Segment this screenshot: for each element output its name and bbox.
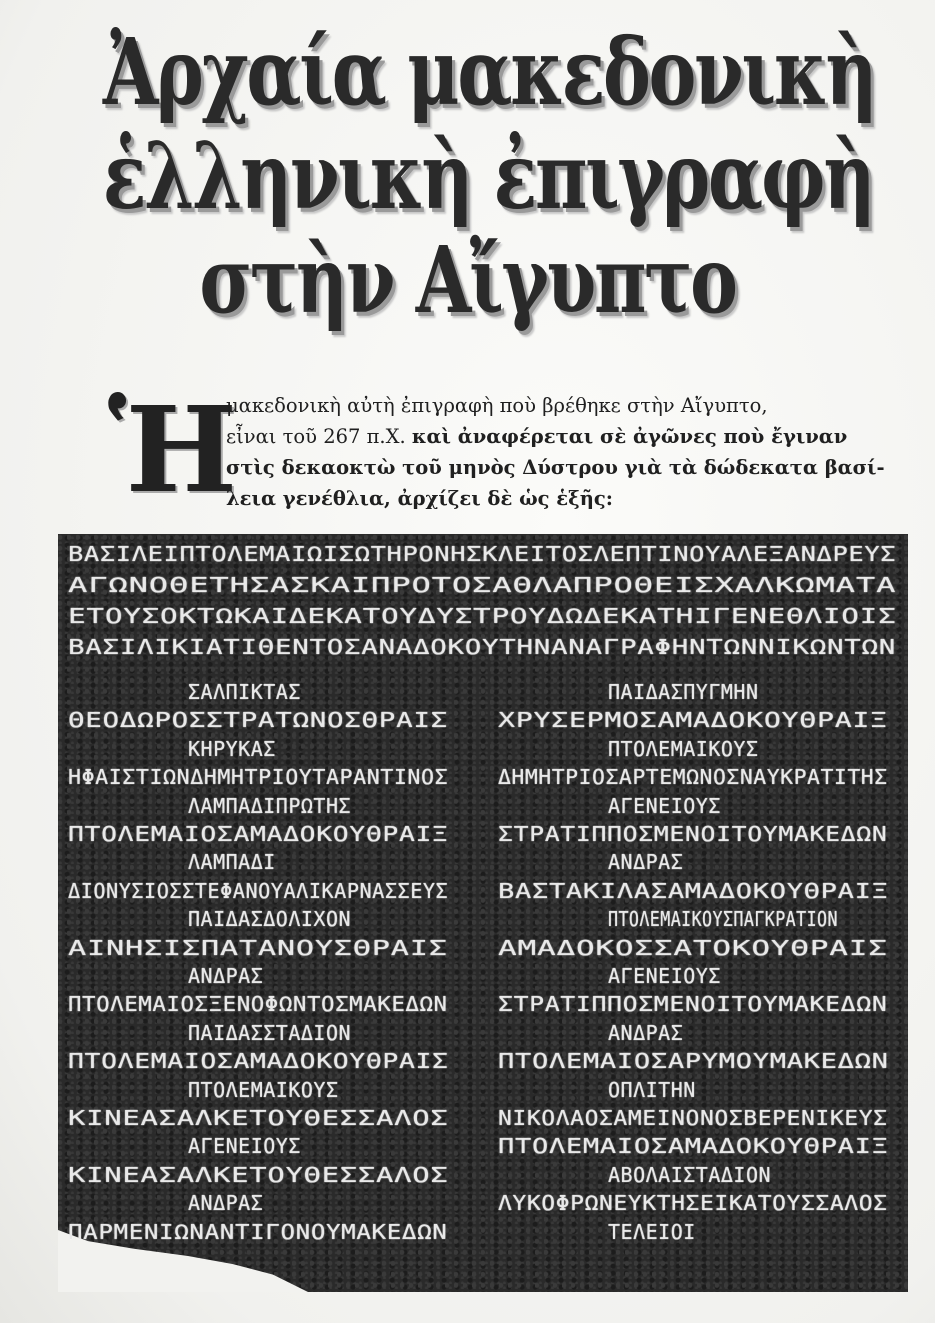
inscription-line: ΝΙΚΟΛΑΟΣΑΜΕΙΝΟΝΟΣΒΕΡΕΝΙΚΕΥΣ: [498, 1106, 888, 1130]
inscription-line: ΣΤΡΑΤΙΠΠΟΣΜΕΝΟΙΤΟΥΜΑΚΕΔΩΝ: [498, 822, 888, 846]
inscription-line: ΛΑΜΠΑΔΙ: [188, 850, 276, 875]
inscription-line: ΚΙΝΕΑΣΑΛΚΕΤΟΥΘΕΣΣΑΛΟΣ: [68, 1106, 449, 1130]
inscription-line: ΑΓΩΝΟΘΕΤΗΣΑΣΚΑΙΠΡΟΤΟΣΑΘΛΑΠΡΟΘΕΙΣΧΑΛΚΩΜΑΤΑ: [68, 573, 897, 597]
inscription-line: ΒΑΣΤΑΚΙΛΑΣΑΜΑΔΟΚΟΥΘΡΑΙΞ: [498, 878, 889, 903]
inscription-line: ΑΙΝΗΣΙΣΠΑΤΑΝΟΥΣΘΡΑΙΣ: [68, 935, 448, 960]
intro-line-2: [226, 421, 912, 452]
inscription-line: ΠΑΡΜΕΝΙΩΝΑΝΤΙΓΟΝΟΥΜΑΚΕΔΩΝ: [68, 1219, 448, 1244]
intro-paragraph: [108, 380, 908, 519]
article-title: [0, 20, 935, 332]
intro-text: [226, 390, 912, 514]
inscription-line: ΘΕΟΔΩΡΟΣΣΤΡΑΤΩΝΟΣΘΡΑΙΣ: [68, 708, 448, 733]
inscription-line: ΠΑΙΔΑΣΠΥΓΜΗΝ: [608, 680, 759, 704]
intro-line-2-bold: καὶ ἀναφέρεται σὲ ἀγῶνες ποὺ ἔγιναν: [411, 425, 848, 448]
inscription-line: ΠΤΟΛΕΜΑΙΚΟΥΣ: [188, 1077, 339, 1102]
inscription-line: ΠΤΟΛΕΜΑΙΟΣΑΜΑΔΟΚΟΥΘΡΑΙΞ: [68, 822, 449, 846]
intro-line-4: λεια γενέθλια, ἀρχίζει δὲ ὡς ἑξῆς:: [226, 487, 613, 510]
inscription-line: ΠΤΟΛΕΜΑΙΟΣΞΕΝΟΦΩΝΤΟΣΜΑΚΕΔΩΝ: [68, 992, 448, 1017]
title-line-2: ἑλληνικὴ ἐπιγραφὴ: [102, 122, 874, 230]
inscription-line: ΔΗΜΗΤΡΙΟΣΑΡΤΕΜΩΝΟΣΝΑΥΚΡΑΤΙΤΗΣ: [498, 765, 888, 790]
title-line-1: Ἀρχαία μακεδονικὴ: [102, 18, 876, 126]
title-line-3: στὴν Αἴγυπτο: [199, 226, 736, 334]
inscription-line: ΣΤΡΑΤΙΠΠΟΣΜΕΝΟΙΤΟΥΜΑΚΕΔΩΝ: [498, 992, 888, 1017]
intro-line-3: στὶς δεκαοκτὼ τοῦ μηνὸς Δύστρου γιὰ τὰ δώδεκατα βασί-: [226, 456, 885, 479]
inscription-line: ΑΜΑΔΟΚΟΣΣΑΤΟΚΟΥΘΡΑΙΣ: [498, 935, 888, 960]
inscription-line: ΟΠΛΙΤΗΝ: [608, 1077, 696, 1102]
inscription-line: ΧΡΥΣΕΡΜΟΣΑΜΑΔΟΚΟΥΘΡΑΙΞ: [498, 708, 888, 733]
inscription-line: ΛΥΚΟΦΡΩΝΕΥΚΤΗΣΕΙΚΑΤΟΥΣΣΑΛΟΣ: [498, 1191, 888, 1216]
drop-cap: Ἡ: [108, 380, 238, 519]
inscription-line: ΑΝΔΡΑΣ: [188, 1191, 264, 1216]
intro-line-2-date: εἶναι τοῦ 267 π.Χ.: [226, 425, 406, 448]
intro-line-1: μακεδονικὴ αὐτὴ ἐπιγραφὴ ποὺ βρέθηκε στὴν Αἴγυπτο,: [226, 394, 768, 417]
inscription-line: ΠΤΟΛΕΜΑΙΟΣΑΡΥΜΟΥΜΑΚΕΔΩΝ: [498, 1049, 889, 1074]
inscription-line: ΚΙΝΕΑΣΑΛΚΕΤΟΥΘΕΣΣΑΛΟΣ: [68, 1162, 449, 1187]
inscription-line: ΚΗΡΥΚΑΣ: [188, 736, 276, 761]
inscription-line: ΣΑΛΠΙΚΤΑΣ: [188, 680, 301, 704]
inscription-line: ΠΤΟΛΕΜΑΙΟΣΑΜΑΔΟΚΟΥΘΡΑΙΞ: [498, 1134, 889, 1159]
inscription-line: ΑΝΔΡΑΣ: [608, 850, 684, 875]
inscription-line: ΠΤΟΛΕΜΑΙΟΣΑΜΑΔΟΚΟΥΘΡΑΙΣ: [68, 1049, 449, 1074]
inscription-line: ΠΑΙΔΑΣΣΤΑΔΙΟΝ: [188, 1020, 352, 1045]
inscription-line: ΛΑΜΠΑΔΙΠΡΩΤΗΣ: [188, 793, 352, 818]
inscription-line: ΤΕΛΕΙΟΙ: [608, 1219, 696, 1244]
inscription-line: ΗΦΑΙΣΤΙΩΝΔΗΜΗΤΡΙΟΥΤΑΡΑΝΤΙΝΟΣ: [68, 765, 449, 790]
inscription-line: ΕΤΟΥΣΟΚΤΩΚΑΙΔΕΚΑΤΟΥΔΥΣΤΡΟΥΔΩΔΕΚΑΤΗΙΓΕΝΕΘΛΙΟΙΣ: [68, 604, 897, 628]
inscription-line: ΑΓΕΝΕΙΟΥΣ: [608, 793, 721, 818]
inscription-line: ΒΑΣΙΛΙΚΙΑΤΙΘΕΝΤΟΣΑΝΑΔΟΚΟΥΤΗΝΑΝΑΓΡΑΦΗΝΤΩΝΝΙΚΩΝΤΩΝ: [68, 635, 896, 659]
inscription-line: ΑΓΕΝΕΙΟΥΣ: [608, 964, 721, 988]
inscription-line: ΑΓΕΝΕΙΟΥΣ: [188, 1134, 301, 1159]
inscription-line: ΔΙΟΝΥΣΙΟΣΣΤΕΦΑΝΟΥΑΛΙΚΑΡΝΑΣΣΕΥΣ: [68, 878, 449, 903]
inscription-photo: [58, 534, 908, 1292]
inscription-line: ΑΝΔΡΑΣ: [188, 964, 264, 988]
inscription-line: ΒΑΣΙΛΕΙΠΤΟΛΕΜΑΙΩΙΣΩΤΗΡΟΝΗΣΚΛΕΙΤΟΣΛΕΠΤΙΝΟΥΑΛΕΞΑΝΔΡΕΥΣ: [68, 542, 897, 566]
inscription-line: ΠΤΟΛΕΜΑΙΚΟΥΣ: [608, 736, 759, 761]
inscription-line: ΑΒΟΛΑΙΣΤΑΔΙΟΝ: [608, 1162, 772, 1187]
inscription-line: ΑΝΔΡΑΣ: [608, 1020, 684, 1045]
inscription-line: ΠΑΙΔΑΣΔΟΛΙΧΟΝ: [188, 907, 352, 932]
inscription-line: ΠΤΟΛΕΜΑΙΚΟΥΣΠΑΓΚΡΑΤΙΟΝ: [608, 907, 838, 932]
